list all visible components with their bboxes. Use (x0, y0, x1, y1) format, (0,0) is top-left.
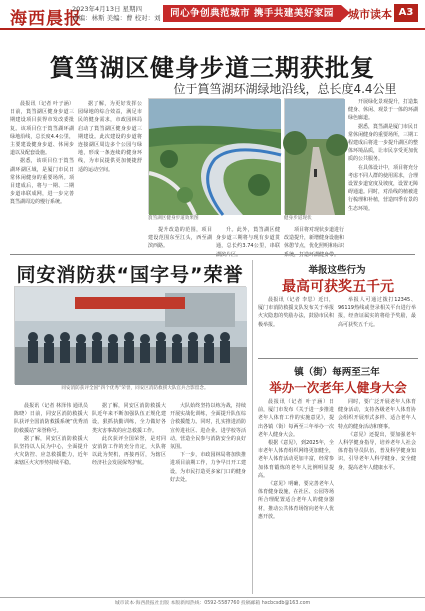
paragraph: 升。此外，篔筜湖区健身步道三期将与现有步道贯通，总长约3.74公里，串联 (216, 227, 280, 250)
page-header (0, 0, 425, 30)
paragraph: 项目将对现状步道进行改造提升，新增健身设施和休憩节点，优化照明和标识 (284, 227, 345, 250)
path-photo-caption: 健身步道现状 (284, 216, 312, 221)
paragraph: 此次获评全国荣誉，是对同安消防工作的充分肯定，大队将以此为契机，再接再厉，为辖区经济社会发展保驾护航。 (92, 435, 166, 467)
fitness-column-2 (338, 398, 416, 594)
main-column-4 (216, 226, 280, 254)
masthead: 海西晨报 (10, 9, 82, 29)
fire-headline: 同安消防获“国字号”荣誉 (16, 264, 244, 286)
main-column-3 (148, 226, 212, 254)
report-kicker: 举报这些行为 (308, 265, 366, 276)
report-headline: 最高可获奖五千元 (282, 279, 394, 295)
paragraph: 晨报讯（记者 李思）近日，厦门市消防救援支队发布关于举报火灾隐患的奖励办法，鼓励市民积极举报。 (258, 297, 334, 328)
main-column-5 (348, 98, 418, 248)
paragraph: 大队始终坚持以练为战，持续开展实战化训练，全面提升队伍综合救援能力。同时，扎实推进消防宣传进社区、进企业、进学校等活动，营造全民参与消防安全的良好氛围。 (170, 403, 246, 451)
fitness-column-1 (258, 398, 334, 594)
fire-photo-caption: 同安消防获评全国“四个优秀”荣誉，同安区消防救援大队官兵合影留念。 (61, 386, 209, 391)
paragraph: 开展绿化景观提升，打造集健身、休闲、观景于一体的环湖绿色廊道。 (348, 99, 419, 122)
walkway-photo-caption: 篔筜湖区健身步道效果图 (148, 216, 199, 221)
fire-column-1 (14, 402, 88, 592)
main-column-2 (78, 100, 142, 250)
paragraph: 《意见》明确，要完善老年人体育健身设施，在社区、公园等场所合理配置适合老年人的健身器材，推动公共体育场馆向老年人优惠开放。 (258, 481, 334, 520)
dateline-date: 2023年4月13日 星期四 (72, 5, 143, 13)
section-name: 城市读本 (348, 8, 392, 21)
report-column-1 (258, 296, 334, 356)
main-column-4b (284, 226, 344, 254)
fire-column-2 (92, 402, 166, 592)
paragraph: 提升改造的范围，项目建设范围东至江头，西至湖滨西路。 (148, 227, 212, 250)
dateline (72, 5, 162, 23)
path-photo (284, 98, 344, 214)
page-footer: 城市读本·海西晨报社出版 本版新闻热线：0592-5587760 投稿邮箱 hxcbcsdb@163.com (0, 597, 425, 611)
column-divider (252, 260, 253, 594)
fitness-headline: 举办一次老年人健身大会 (269, 380, 407, 395)
report-column-2 (338, 296, 416, 356)
paragraph: 据了解，同安区消防救援大队坚持以人民为中心，全面提升火灾防控、应急救援能力，近年来辖区火灾形势持续平稳。 (14, 435, 88, 467)
main-subhead: 位于篔筜湖环湖绿地沿线，总长度4.4公里 (173, 82, 397, 96)
main-headline: 篔筜湖区健身步道三期获批复 (50, 54, 375, 82)
paragraph: 《意见》还提出，要加强老年人科学健身指导，培养老年人社会体育指导员队伍，普及科学健身知识，引导老年人科学健身、安全健身，提高老年人健康水平。 (338, 431, 416, 471)
paragraph: 同时，要广泛开展老年人体育健身活动，支持各级老年人体育协会组织开展形式多样、适合老年人特点的健身活动和赛事。 (338, 399, 416, 430)
path-illustration (285, 99, 345, 215)
paragraph: 晨报讯（记者 林泽伟 通讯员 陈晓）日前，同安区消防救援大队获评全国消防救援系统“优秀消防救援站”荣誉称号。 (14, 403, 88, 434)
paragraph: 根据《意见》，到2025年，全市老年人体育组织网络更加健全，老年人体育活动更加丰富，经常参加体育锻炼的老年人比例明显提高。 (258, 440, 334, 479)
paragraph: 据悉，篔筜湖是厦门市民日常休闲健身的重要场所，三期工程建成后将进一步提升湖区的整体环境品质，让市民享受更加优质的公共服务。 (348, 123, 419, 163)
paragraph: 据悉，该项目位于篔筜湖环湖区域，是厦门市民日常休闲健身的重要场所。项目建成后，将与一期、二期步道串联成网，进一步完善篔筜湖周边的慢行系统。 (10, 158, 74, 206)
paragraph: 举报人可通过拨打12345、96119热线或登录相关平台进行举报，经查证属实的将给予奖励，最高可获奖五千元。 (338, 297, 416, 328)
fire-team-illustration (15, 287, 247, 385)
dateline-editors: 责编：林斯 美编：曹 校对：刘 (72, 14, 161, 22)
paragraph: 晨报讯（记者 叶子涵）日前，篔筜湖区健身步道三期建设项目获得市发改委批复。该项目位于篔筜湖环湖绿地沿线，总长度4.4公里，主要建设健身步道、休闲步道以及配套设施。 (10, 101, 74, 157)
fitness-kicker: 镇（街）每两至三年 (294, 367, 380, 378)
paragraph: 据了解，同安区消防救援大队近年来不断加强队伍正规化建设，狠抓执勤训练，全力做好各类灾害事故的应急救援工作。 (92, 403, 166, 434)
paragraph: 在具体设计中，项目将充分考虑不同人群的使用需求，合理设置步道宽度及坡度，设置无障碍通道。同时，对沿线的植被进行梳理和补植，营造四季有景的生态环境。 (348, 164, 419, 212)
walkway-photo (148, 98, 280, 214)
slogan-banner: 同心争创典范城市 携手共建美好家园 (163, 5, 341, 22)
section-divider (10, 254, 415, 255)
story-divider (258, 358, 418, 359)
fire-column-3 (170, 402, 246, 592)
fire-team-photo (14, 286, 246, 384)
paragraph: 据了解，为更好发挥公园绿地的综合效益，满足市民的健身需求，市政园林局启动了篔筜湖区健身步道三期建设。此次建设的步道将连接湖区周边多个公园与绿地，形成一条连续的健身环线，为市民提供更加便捷舒适的运动空间。 (78, 101, 142, 173)
paragraph: 下一步，市政园林局将加快推进项目前期工作，力争早日开工建设，为市民打造更多家门口的健身好去处。 (170, 452, 246, 483)
main-column-1 (10, 100, 74, 250)
page-number: A3 (394, 4, 418, 22)
paragraph: 晨报讯（记者 叶子涵）日前，厦门市发布《关于进一步推进老年人体育工作的实施意见》，提出各镇（街）每两至三年举办一次老年人健身大会。 (258, 399, 334, 438)
walkway-illustration (149, 99, 281, 215)
